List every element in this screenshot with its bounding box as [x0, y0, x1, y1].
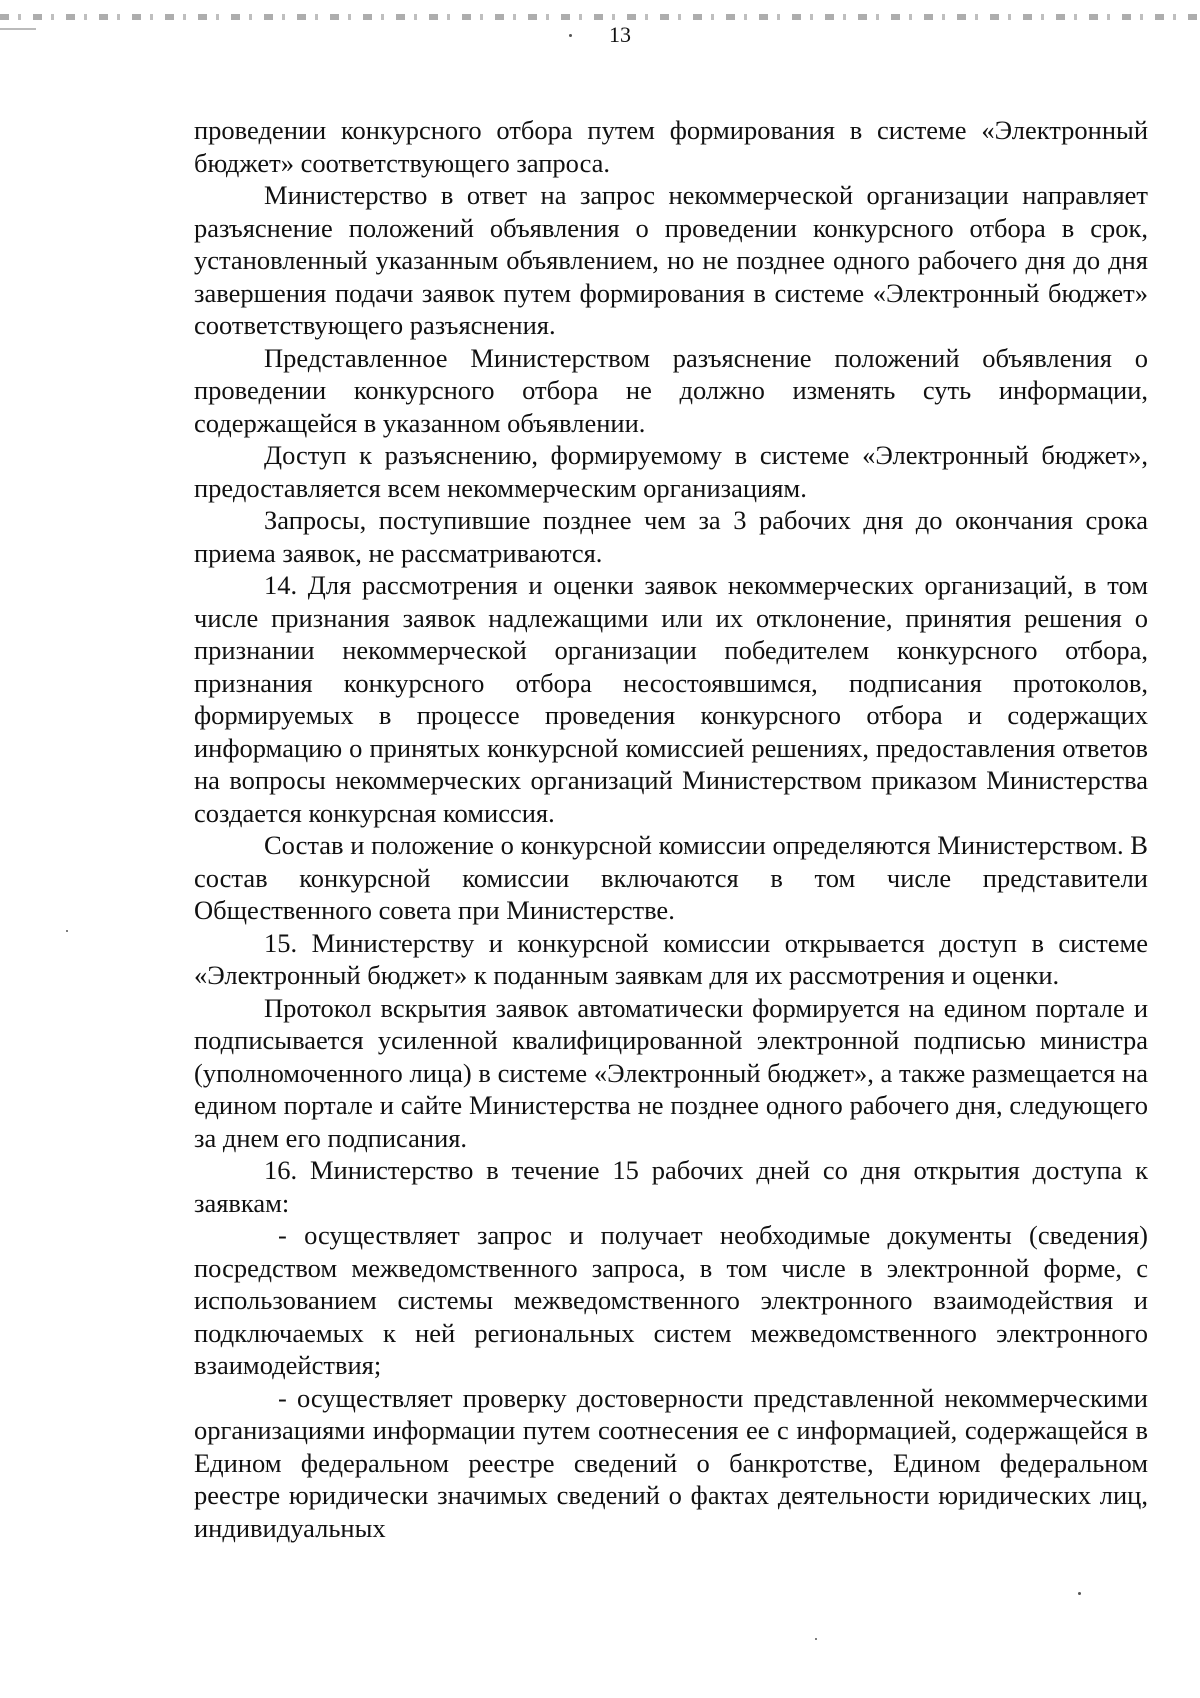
paragraph: Протокол вскрытия заявок автоматически формируется на едином портале и подписывается усиленной квалифицированной электронной подписью министра (уполномоченного лица) в системе «Электронный бюджет», а также размещается на едином портале и сайте Министерства не позднее одного рабочего дня, следующего за днем его подписания.	[194, 992, 1148, 1153]
scan-edge-artifact	[0, 14, 1200, 20]
paragraph: 15. Министерству и конкурсной комиссии открывается доступ в системе «Электронный бюджет» к поданным заявкам для их рассмотрения и оценки.	[194, 927, 1148, 990]
paragraph: Министерство в ответ на запрос некоммерческой организации направляет разъяснение положений объявления о проведении конкурсного отбора в срок, установленный указанным объявлением, но не позднее одного рабочего дня до дня завершения подачи заявок путем формирования в системе «Электронный бюджет» соответствующего разъяснения.	[194, 180, 1148, 340]
list-item: - осуществляет проверку достоверности представленной некоммерческими организациями информации путем соотнесения ее с информацией, содержащейся в Едином федеральном реестре сведений о банкротстве, Едином федеральном реестре юридически значимых сведений о фактах деятельности юридических лиц, индивидуальных	[194, 1382, 1148, 1543]
paragraph: Доступ к разъяснению, формируемому в системе «Электронный бюджет», предоставляется всем некоммерческим организациям.	[194, 440, 1148, 503]
paragraph: 16. Министерство в течение 15 рабочих дней со дня открытия доступа к заявкам:	[194, 1155, 1148, 1218]
document-body	[194, 114, 1148, 1544]
scan-speck	[66, 930, 68, 932]
paragraph: проведении конкурсного отбора путем формирования в системе «Электронный бюджет» соответствующего запроса.	[194, 115, 1148, 178]
paragraph: Представленное Министерством разъяснение положений объявления о проведении конкурсного отбора не должно изменять суть информации, содержащейся в указанном объявлении.	[194, 342, 1148, 438]
list-item: - осуществляет запрос и получает необходимые документы (сведения) посредством межведомственного запроса, в том числе в электронной форме, с использованием системы межведомственного электронного взаимодействия и подключаемых к ней региональных систем межведомственного электронного взаимодействия;	[194, 1220, 1148, 1380]
scan-speck	[569, 34, 572, 37]
paragraph: Состав и положение о конкурсной комиссии определяются Министерством. В состав конкурсной комиссии включаются в том числе представители Общественного совета при Министерстве.	[194, 830, 1148, 925]
scan-speck	[1078, 1592, 1081, 1595]
paragraph: Запросы, поступившие позднее чем за 3 рабочих дня до окончания срока приема заявок, не рассматриваются.	[194, 505, 1148, 568]
page-number: 13	[609, 22, 631, 47]
scan-speck	[815, 1638, 817, 1640]
paragraph: 14. Для рассмотрения и оценки заявок некоммерческих организаций, в том числе признания заявок надлежащими или их отклонение, принятия решения о признании некоммерческой организации победителем конкурсного отбора, признания конкурсного отбора несостоявшимся, подписания протоколов, формируемых в процессе проведения конкурсного отбора и содержащих информацию о принятых конкурсной комиссией решениях, предоставления ответов на вопросы некоммерческих организаций Министерством приказом Министерства создается конкурсная комиссия.	[194, 570, 1148, 828]
